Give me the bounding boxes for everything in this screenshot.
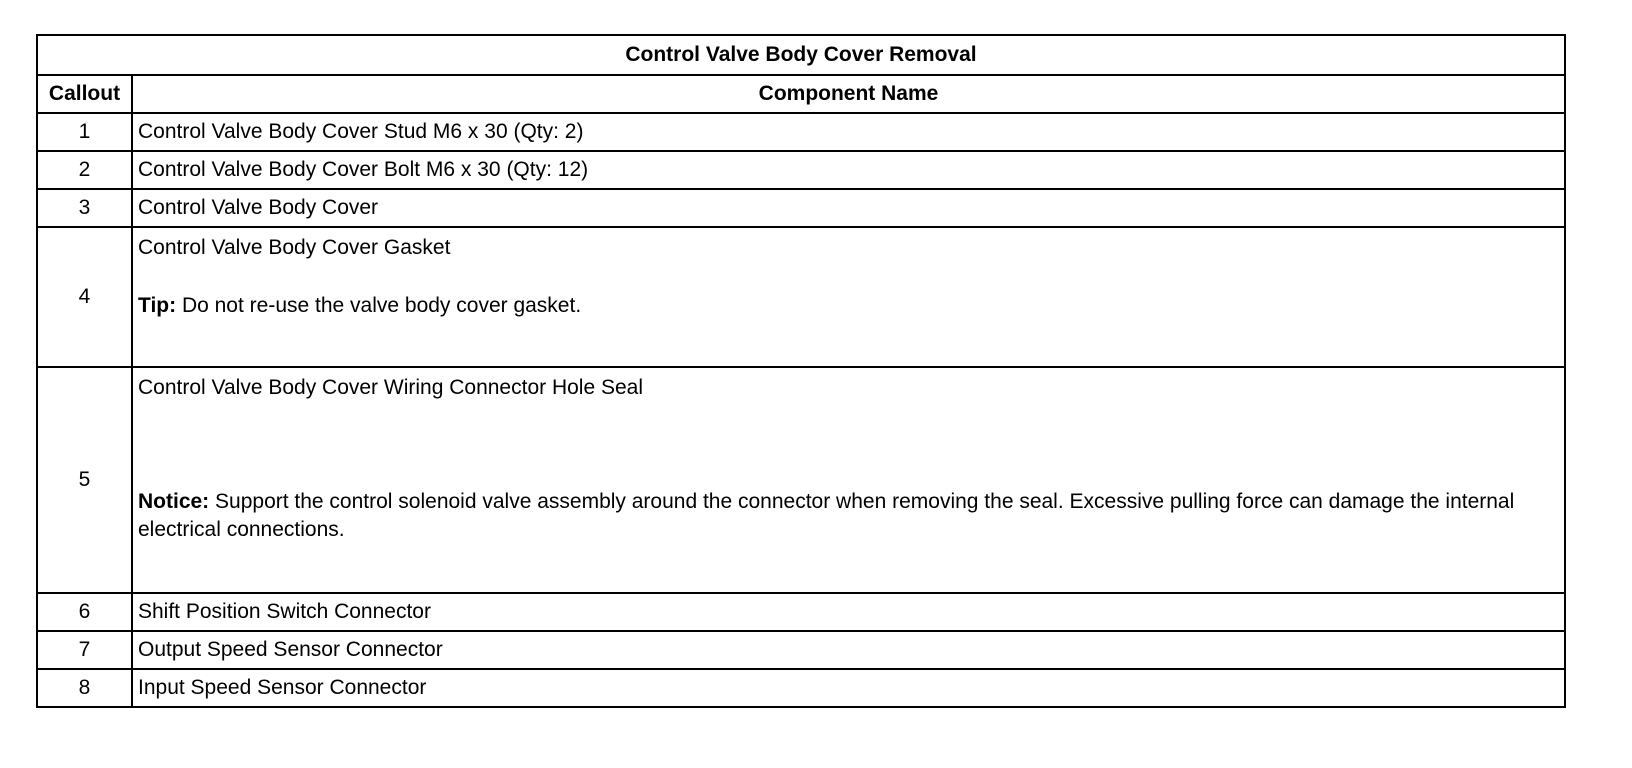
component-name: Control Valve Body Cover Gasket <box>138 236 451 259</box>
component-name: Output Speed Sensor Connector <box>132 631 1565 669</box>
callout-number: 6 <box>37 593 132 631</box>
callout-number: 4 <box>37 227 132 367</box>
tip-text: Do not re-use the valve body cover gasket. <box>176 294 582 317</box>
header-component-name: Component Name <box>132 75 1565 113</box>
callout-number: 3 <box>37 189 132 227</box>
table-row <box>37 631 1565 669</box>
notice-label: Notice: <box>138 490 210 513</box>
callout-number: 1 <box>37 113 132 151</box>
header-callout: Callout <box>37 75 132 113</box>
notice-note <box>138 488 1534 544</box>
table-row <box>37 151 1565 189</box>
table-row <box>37 669 1565 707</box>
component-table-sheet <box>36 34 1566 708</box>
component-name-cell <box>132 227 1565 367</box>
component-name: Input Speed Sensor Connector <box>132 669 1565 707</box>
callout-number: 8 <box>37 669 132 707</box>
table-title-row <box>37 35 1565 75</box>
tip-label: Tip: <box>138 294 177 317</box>
table-row <box>37 593 1565 631</box>
notice-text: Support the control solenoid valve assembly around the connector when removing the seal. Excessive pulling force can damage the internal electrical connections. <box>138 490 1515 541</box>
tip-note <box>138 292 1534 320</box>
component-name: Control Valve Body Cover Wiring Connector Hole Seal <box>138 376 644 399</box>
table-row <box>37 227 1565 367</box>
component-name: Control Valve Body Cover Stud M6 x 30 (Qty: 2) <box>132 113 1565 151</box>
component-table <box>36 34 1566 708</box>
callout-number: 5 <box>37 367 132 593</box>
component-name: Control Valve Body Cover <box>132 189 1565 227</box>
callout-number: 2 <box>37 151 132 189</box>
component-name: Control Valve Body Cover Bolt M6 x 30 (Qty: 12) <box>132 151 1565 189</box>
component-name-cell <box>132 367 1565 593</box>
table-row <box>37 113 1565 151</box>
table-row <box>37 189 1565 227</box>
component-name: Shift Position Switch Connector <box>132 593 1565 631</box>
table-title: Control Valve Body Cover Removal <box>37 35 1565 75</box>
table-header-row <box>37 75 1565 113</box>
table-row <box>37 367 1565 593</box>
callout-number: 7 <box>37 631 132 669</box>
